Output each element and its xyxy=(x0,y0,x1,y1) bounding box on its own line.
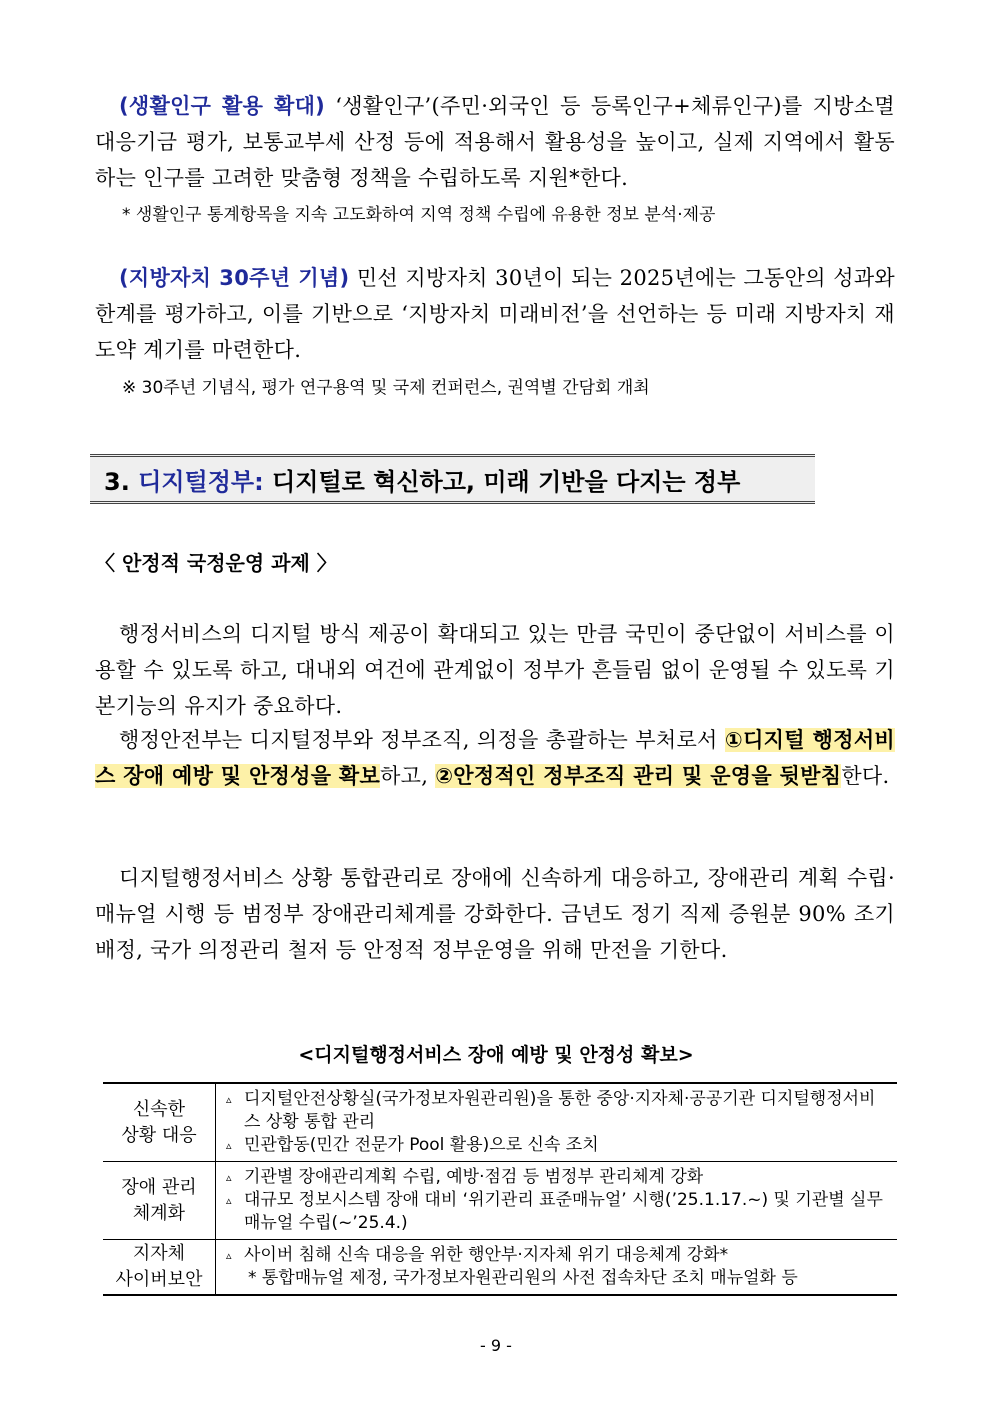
list-item xyxy=(226,1134,891,1157)
section-title-highlight: 디지털정부: xyxy=(138,468,264,496)
item-text: 사이버 침해 신속 대응을 위한 행안부·지자체 위기 대응체계 강화* xyxy=(244,1245,729,1265)
reference-note: ※ 30주년 기념식, 평가 연구용역 및 국제 컨퍼런스, 권역별 간담회 개최 xyxy=(122,378,650,398)
table-footnote: * 통합매뉴얼 제정, 국가정보자원관리원의 사전 접속차단 조치 매뉴얼화 등 xyxy=(248,1268,798,1288)
list-item xyxy=(226,1088,891,1134)
row-label xyxy=(103,1162,216,1240)
list-item xyxy=(226,1166,891,1189)
paragraph-local-autonomy xyxy=(95,260,895,368)
page-number: - 9 - xyxy=(480,1336,512,1355)
table-row xyxy=(103,1240,897,1296)
table-caption: <디지털행정서비스 장애 예방 및 안정성 확보> xyxy=(298,1044,694,1066)
table-row xyxy=(103,1162,897,1240)
paragraph-lead: (지방자치 30주년 기념) xyxy=(119,266,350,290)
row-label-line: 사이버보안 xyxy=(115,1269,203,1290)
row-content xyxy=(216,1240,898,1296)
triangle-bullet-icon: ▵ xyxy=(226,1194,232,1207)
paragraph-body: ‘생활인구’(주민·외국인 등 등록인구+체류인구)를 지방소멸대응기금 평가, 보통교부세 산정 등에 적용해서 활용성을 높이고, 실제 지역에서 활동하는 인구를 고려한 맞춤형 정책을 수립하도록 지원*한다. xyxy=(95,94,895,190)
paragraph-body: 민선 지방자치 30년이 되는 2025년에는 그동안의 성과와 한계를 평가하고, 이를 기반으로 ‘지방자치 미래비전’을 선언하는 등 미래 지방자치 재도약 계기를 마련한다. xyxy=(95,266,896,362)
paragraph-incident-management: 디지털행정서비스 상황 통합관리로 장애에 신속하게 대응하고, 장애관리 계획 수립·매뉴얼 시행 등 범정부 장애관리체계를 강화한다. 금년도 정기 직제 증원분 90% 조기 배정, 국가 의정관리 철저 등 안정적 정부운영을 위해 만전을 기한다. xyxy=(95,866,895,962)
list-item xyxy=(226,1244,891,1267)
triangle-bullet-icon: ▵ xyxy=(226,1139,232,1152)
row-content xyxy=(216,1083,898,1162)
item-text: 민관합동(민간 전문가 Pool 활용)으로 신속 조치 xyxy=(244,1135,599,1155)
row-label xyxy=(103,1240,216,1296)
row-label xyxy=(103,1083,216,1162)
paragraph-ministry-role xyxy=(95,722,895,794)
section-number: 3. xyxy=(104,468,130,496)
sub-heading: 〈 안정적 국정운영 과제 〉 xyxy=(95,551,337,575)
item-text: 대규모 정보시스템 장애 대비 ‘위기관리 표준매뉴얼’ 시행(’25.1.17.~) 및 기관별 실무매뉴얼 수립(~’25.4.) xyxy=(244,1190,883,1233)
paragraph-text: 행정안전부는 디지털정부와 정부조직, 의정을 총괄하는 부처로서 xyxy=(119,728,725,752)
row-label-line: 장애 관리 xyxy=(121,1176,197,1198)
list-item xyxy=(226,1189,891,1235)
table-row xyxy=(103,1083,897,1162)
row-content xyxy=(216,1162,898,1240)
triangle-bullet-icon: ▵ xyxy=(226,1249,232,1262)
paragraph-living-population xyxy=(95,88,895,196)
paragraph-text: 하고, xyxy=(380,764,436,788)
row-label-line: 신속한 xyxy=(132,1098,186,1120)
triangle-bullet-icon: ▵ xyxy=(226,1171,232,1184)
highlight-2: ②안정적인 정부조직 관리 및 운영을 뒷받침 xyxy=(435,764,842,788)
row-label-line: 체계화 xyxy=(132,1202,186,1224)
summary-table xyxy=(103,1082,897,1296)
footnote: * 생활인구 통계항목을 지속 고도화하여 지역 정책 수립에 유용한 정보 분석·제공 xyxy=(122,205,716,225)
item-text: 디지털안전상황실(국가정보자원관리원)을 통한 중앙·지자체·공공기관 디지털행정서비스 상황 통합 관리 xyxy=(244,1089,876,1132)
section-heading xyxy=(90,454,815,504)
paragraph-digital-services: 행정서비스의 디지털 방식 제공이 확대되고 있는 만큼 국민이 중단없이 서비스를 이용할 수 있도록 하고, 대내외 여건에 관계없이 정부가 흔들림 없이 운영될 수 있도록 기본기능의 유지가 중요하다. xyxy=(95,622,895,718)
highlight-1: ①디지털 행정서비스 장애 예방 및 안정성을 확보 xyxy=(95,728,895,788)
item-text: 기관별 장애관리계획 수립, 예방·점검 등 범정부 관리체계 강화 xyxy=(244,1167,704,1187)
paragraph-lead: (생활인구 활용 확대) xyxy=(119,94,326,118)
triangle-bullet-icon: ▵ xyxy=(226,1093,232,1106)
paragraph-text: 한다. xyxy=(841,764,890,788)
row-label-line: 상황 대응 xyxy=(121,1124,197,1146)
row-label-line: 지자체 xyxy=(132,1243,186,1264)
section-title: 디지털로 혁신하고, 미래 기반을 다지는 정부 xyxy=(272,468,741,496)
